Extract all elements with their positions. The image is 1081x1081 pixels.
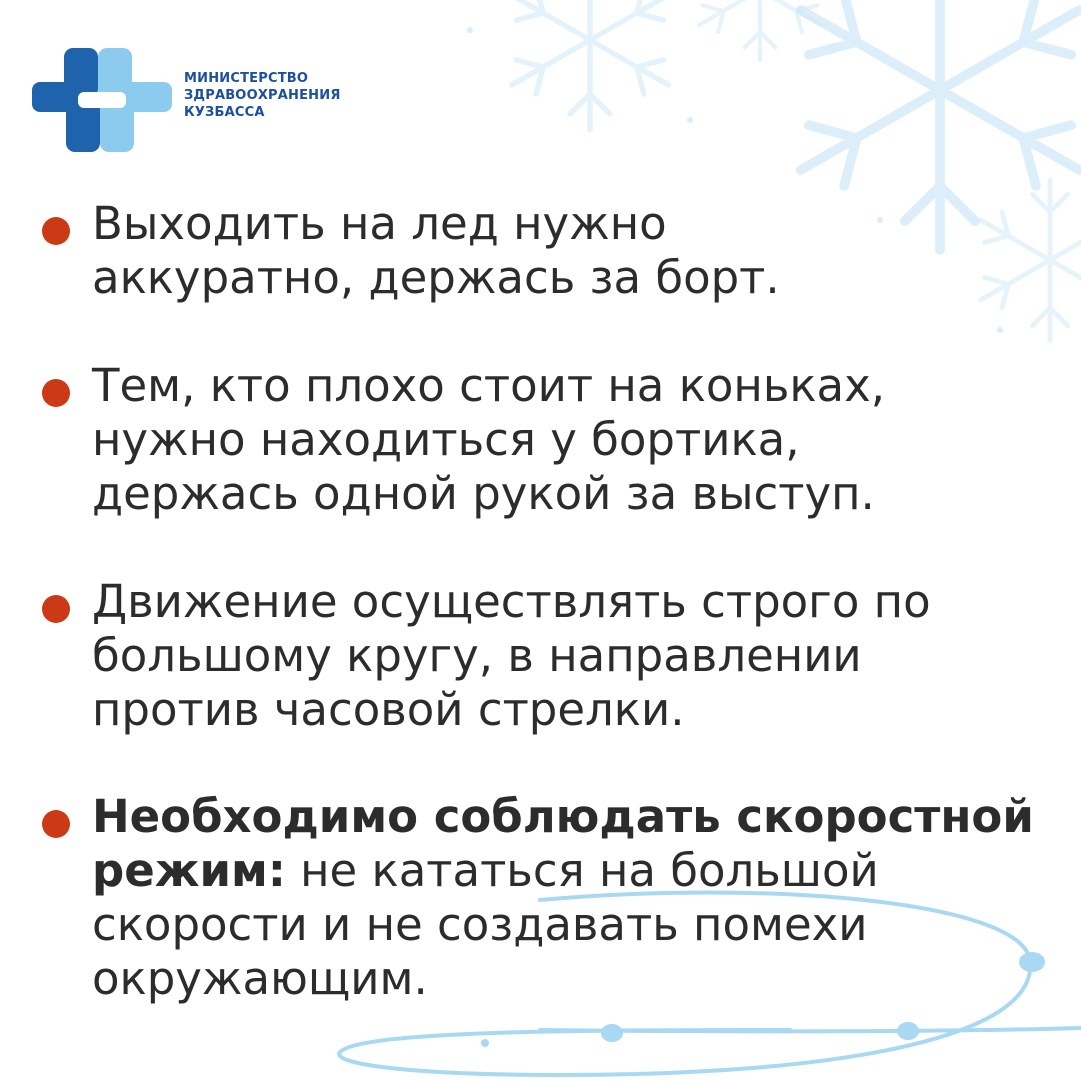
list-item	[38, 197, 938, 305]
list-item-text: Выходить на лед нужно аккуратно, держась за борт.	[92, 197, 780, 304]
bullet-dot	[42, 379, 70, 407]
list-item-text: Движение осуществлять строго по большому кругу, в направлении против часовой стрелки.	[92, 575, 931, 736]
bullet-dot	[42, 810, 70, 838]
bullet-dot	[42, 217, 70, 245]
ministry-name-line: ЗДРАВООХРАНЕНИЯ	[184, 88, 341, 103]
list-item-text	[92, 790, 1048, 1006]
ministry-name-line: МИНИСТЕРСТВО	[184, 71, 309, 86]
list-item	[38, 359, 938, 521]
list-item-plain-text: не кататься на большой скорости и не создавать помехи окружающим.	[92, 844, 879, 1005]
ministry-name-line: КУЗБАССА	[184, 105, 265, 120]
list-item-text: Тем, кто плохо стоит на коньках, нужно находиться у бортика, держась одной рукой за выступ.	[92, 359, 886, 520]
list-item	[38, 790, 1048, 1006]
bullet-dot	[42, 595, 70, 623]
list-item	[38, 575, 958, 737]
list-item-bold-text: Необходимо соблюдать скоростной режим:	[92, 790, 1034, 897]
ministry-logo-icon	[32, 48, 172, 152]
ministry-name	[184, 70, 341, 121]
